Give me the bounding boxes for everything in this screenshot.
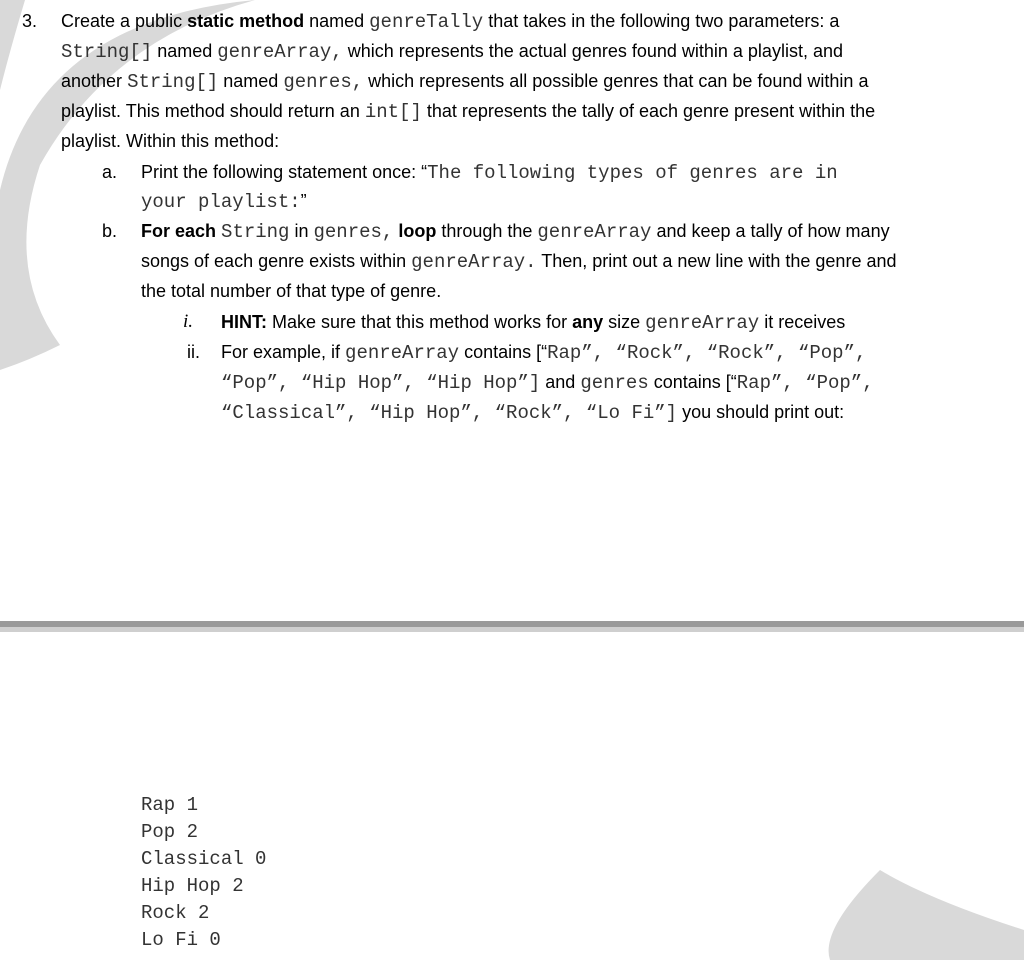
item-a-line-2: your playlist:” (141, 191, 307, 213)
output-line: Hip Hop 2 (141, 875, 244, 897)
sub-ii-line-2: “Pop”, “Hip Hop”, “Hip Hop”] and genres contains [“Rap”, “Pop”, (221, 372, 874, 394)
item-b-line-1: For each String in genres, loop through the genreArray and keep a tally of how many (141, 221, 890, 243)
problem-line-4: playlist. This method should return an int[] that represents the tally of each genre present within the (61, 101, 876, 123)
item-b-label: b. (102, 221, 118, 241)
document-page-lower (0, 632, 1024, 960)
problem-line-2: String[] named genreArray, which represents the actual genres found within a playlist, and (61, 41, 843, 63)
item-a-line-1: Print the following statement once: “The following types of genres are in (141, 162, 838, 184)
item-a-label: a. (102, 162, 118, 182)
sub-i-line: HINT: Make sure that this method works for any size genreArray it receives (221, 312, 846, 334)
sub-ii-line-1: For example, if genreArray contains [“Rap”, “Rock”, “Rock”, “Pop”, (221, 342, 867, 364)
output-line: Rock 2 (141, 902, 210, 924)
output-line: Lo Fi 0 (141, 929, 221, 951)
output-line: Rap 1 (141, 794, 199, 816)
item-b-line-3: the total number of that type of genre. (141, 281, 442, 301)
sub-ii-label: ii. (187, 342, 200, 362)
problem-line-5: playlist. Within this method: (61, 131, 280, 151)
problem-line-1: Create a public static method named genreTally that takes in the following two parameters: a (61, 11, 840, 33)
sub-i-label: i. (183, 311, 194, 332)
problem-number: 3. (22, 11, 38, 31)
sub-ii-line-3: “Classical”, “Hip Hop”, “Rock”, “Lo Fi”] you should print out: (221, 402, 845, 424)
problem-line-3: another String[] named genres, which represents all possible genres that can be found within a (61, 71, 869, 93)
expected-output (141, 792, 266, 954)
item-b-line-2: songs of each genre exists within genreArray. Then, print out a new line with the genre and (141, 251, 897, 273)
output-line: Classical 0 (141, 848, 267, 870)
page-divider (0, 621, 1024, 632)
output-line: Pop 2 (141, 821, 199, 843)
